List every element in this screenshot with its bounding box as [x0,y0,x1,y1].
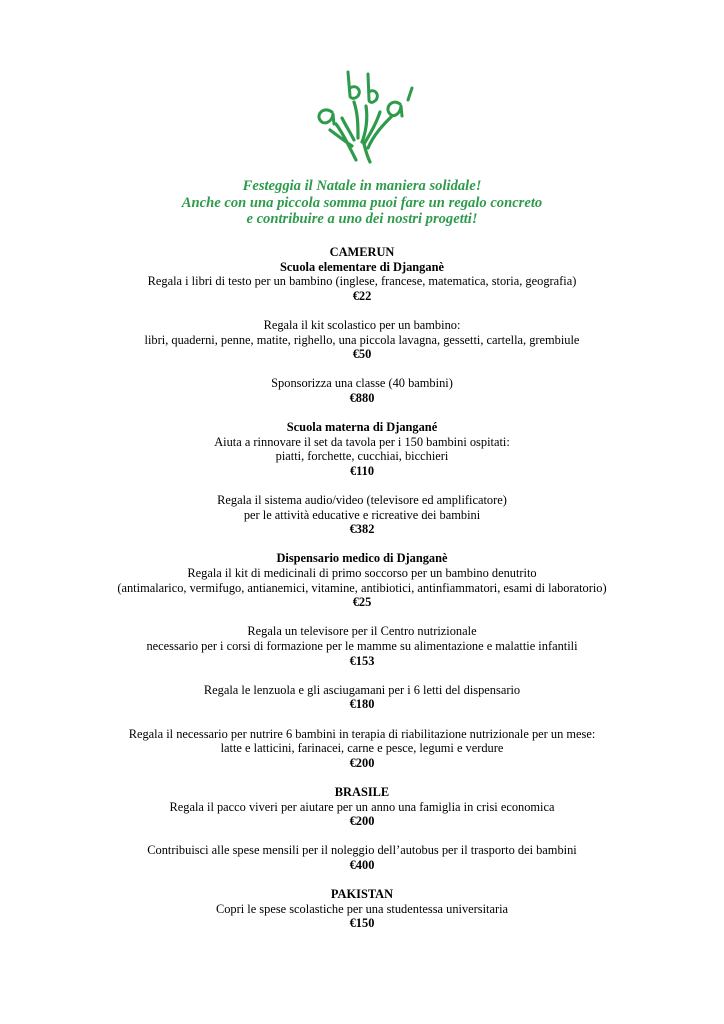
item-description: Contribuisci alle spese mensili per il noleggio dell’autobus per il trasporto dei bambini [147,843,577,858]
item-description: per le attività educative e ricreative dei bambini [243,507,481,522]
item-description: Aiuta a rinnovare il set da tavola per i 150 bambini ospitati: [214,434,510,449]
item-price: €200 [349,755,375,770]
item-description: Regala il sistema audio/video (televisore ed amplificatore) [217,493,507,508]
item-price: €880 [349,390,375,405]
item-description: Regala un televisore per il Centro nutrizionale [247,624,477,639]
item-price: €25 [352,595,372,610]
camerun-materna-item-2 [0,493,724,537]
camerun-dispensario-item-1 [0,551,724,609]
item-description: libri, quaderni, penne, matite, righello, una piccola lavagna, gessetti, cartella, grembiule [144,332,580,347]
item-price: €400 [349,857,375,872]
brasile-item-2 [0,843,724,872]
item-description: piatti, forchette, cucchiai, bicchieri [275,449,449,464]
item-description: Copri le spese scolastiche per una studentessa universitaria [215,901,509,916]
abba-hand-logo-icon [308,62,418,166]
section-heading-scuola-materna: Scuola materna di Djangané [286,420,438,435]
item-description: Regala il kit di medicinali di primo soccorso per un bambino denutrito [187,566,537,581]
item-price: €110 [349,463,375,478]
section-heading-dispensario: Dispensario medico di Djanganè [276,551,448,566]
pakistan-item-1 [0,887,724,931]
camerun-elementare-item-2 [0,318,724,362]
camerun-dispensario-item-4 [0,727,724,771]
item-price: €180 [349,697,375,712]
section-heading-scuola-elementare: Scuola elementare di Djanganè [280,259,444,274]
item-description: necessario per i corsi di formazione per le mamme su alimentazione e malattie infantili [146,639,578,654]
brasile-item-1 [0,785,724,829]
item-description: latte e latticini, farinacei, carne e pesce, legumi e verdure [220,741,504,756]
item-description: Regala il kit scolastico per un bambino: [263,317,461,332]
item-description: Regala i libri di testo per un bambino (inglese, francese, matematica, storia, geografia) [147,274,577,289]
country-heading-camerun: CAMERUN [329,245,395,259]
item-price: €50 [352,347,372,362]
country-heading-pakistan: PAKISTAN [330,887,394,902]
item-description: Regala le lenzuola e gli asciugamani per i 6 letti del dispensario [203,682,521,697]
camerun-materna-item-1 [0,420,724,478]
item-price: €22 [352,288,372,303]
camerun-dispensario-item-3 [0,683,724,712]
intro-text [0,178,724,228]
item-price: €382 [349,522,375,537]
camerun-elementare-item-1 [0,245,724,303]
gift-list [0,245,724,946]
item-description: Regala il necessario per nutrire 6 bambini in terapia di riabilitazione nutrizionale per un mese: [128,726,596,741]
intro-line-2: Anche con una piccola somma puoi fare un regalo concreto [181,194,543,211]
intro-line-3: e contribuire a uno dei nostri progetti! [246,211,478,227]
item-description: Sponsorizza una classe (40 bambini) [271,376,453,391]
item-price: €150 [349,916,375,931]
intro-line-1: Festeggia il Natale in maniera solidale! [242,178,482,194]
abba-logo [308,62,418,166]
item-description: (antimalarico, vermifugo, antianemici, vitamine, antibiotici, antinfiammatori, esami di laboratorio) [117,580,607,595]
camerun-elementare-item-3 [0,376,724,405]
camerun-dispensario-item-2 [0,624,724,668]
country-heading-brasile: BRASILE [334,784,390,799]
item-price: €200 [349,814,375,829]
item-price: €153 [349,653,375,668]
item-description: Regala il pacco viveri per aiutare per un anno una famiglia in crisi economica [169,799,555,814]
